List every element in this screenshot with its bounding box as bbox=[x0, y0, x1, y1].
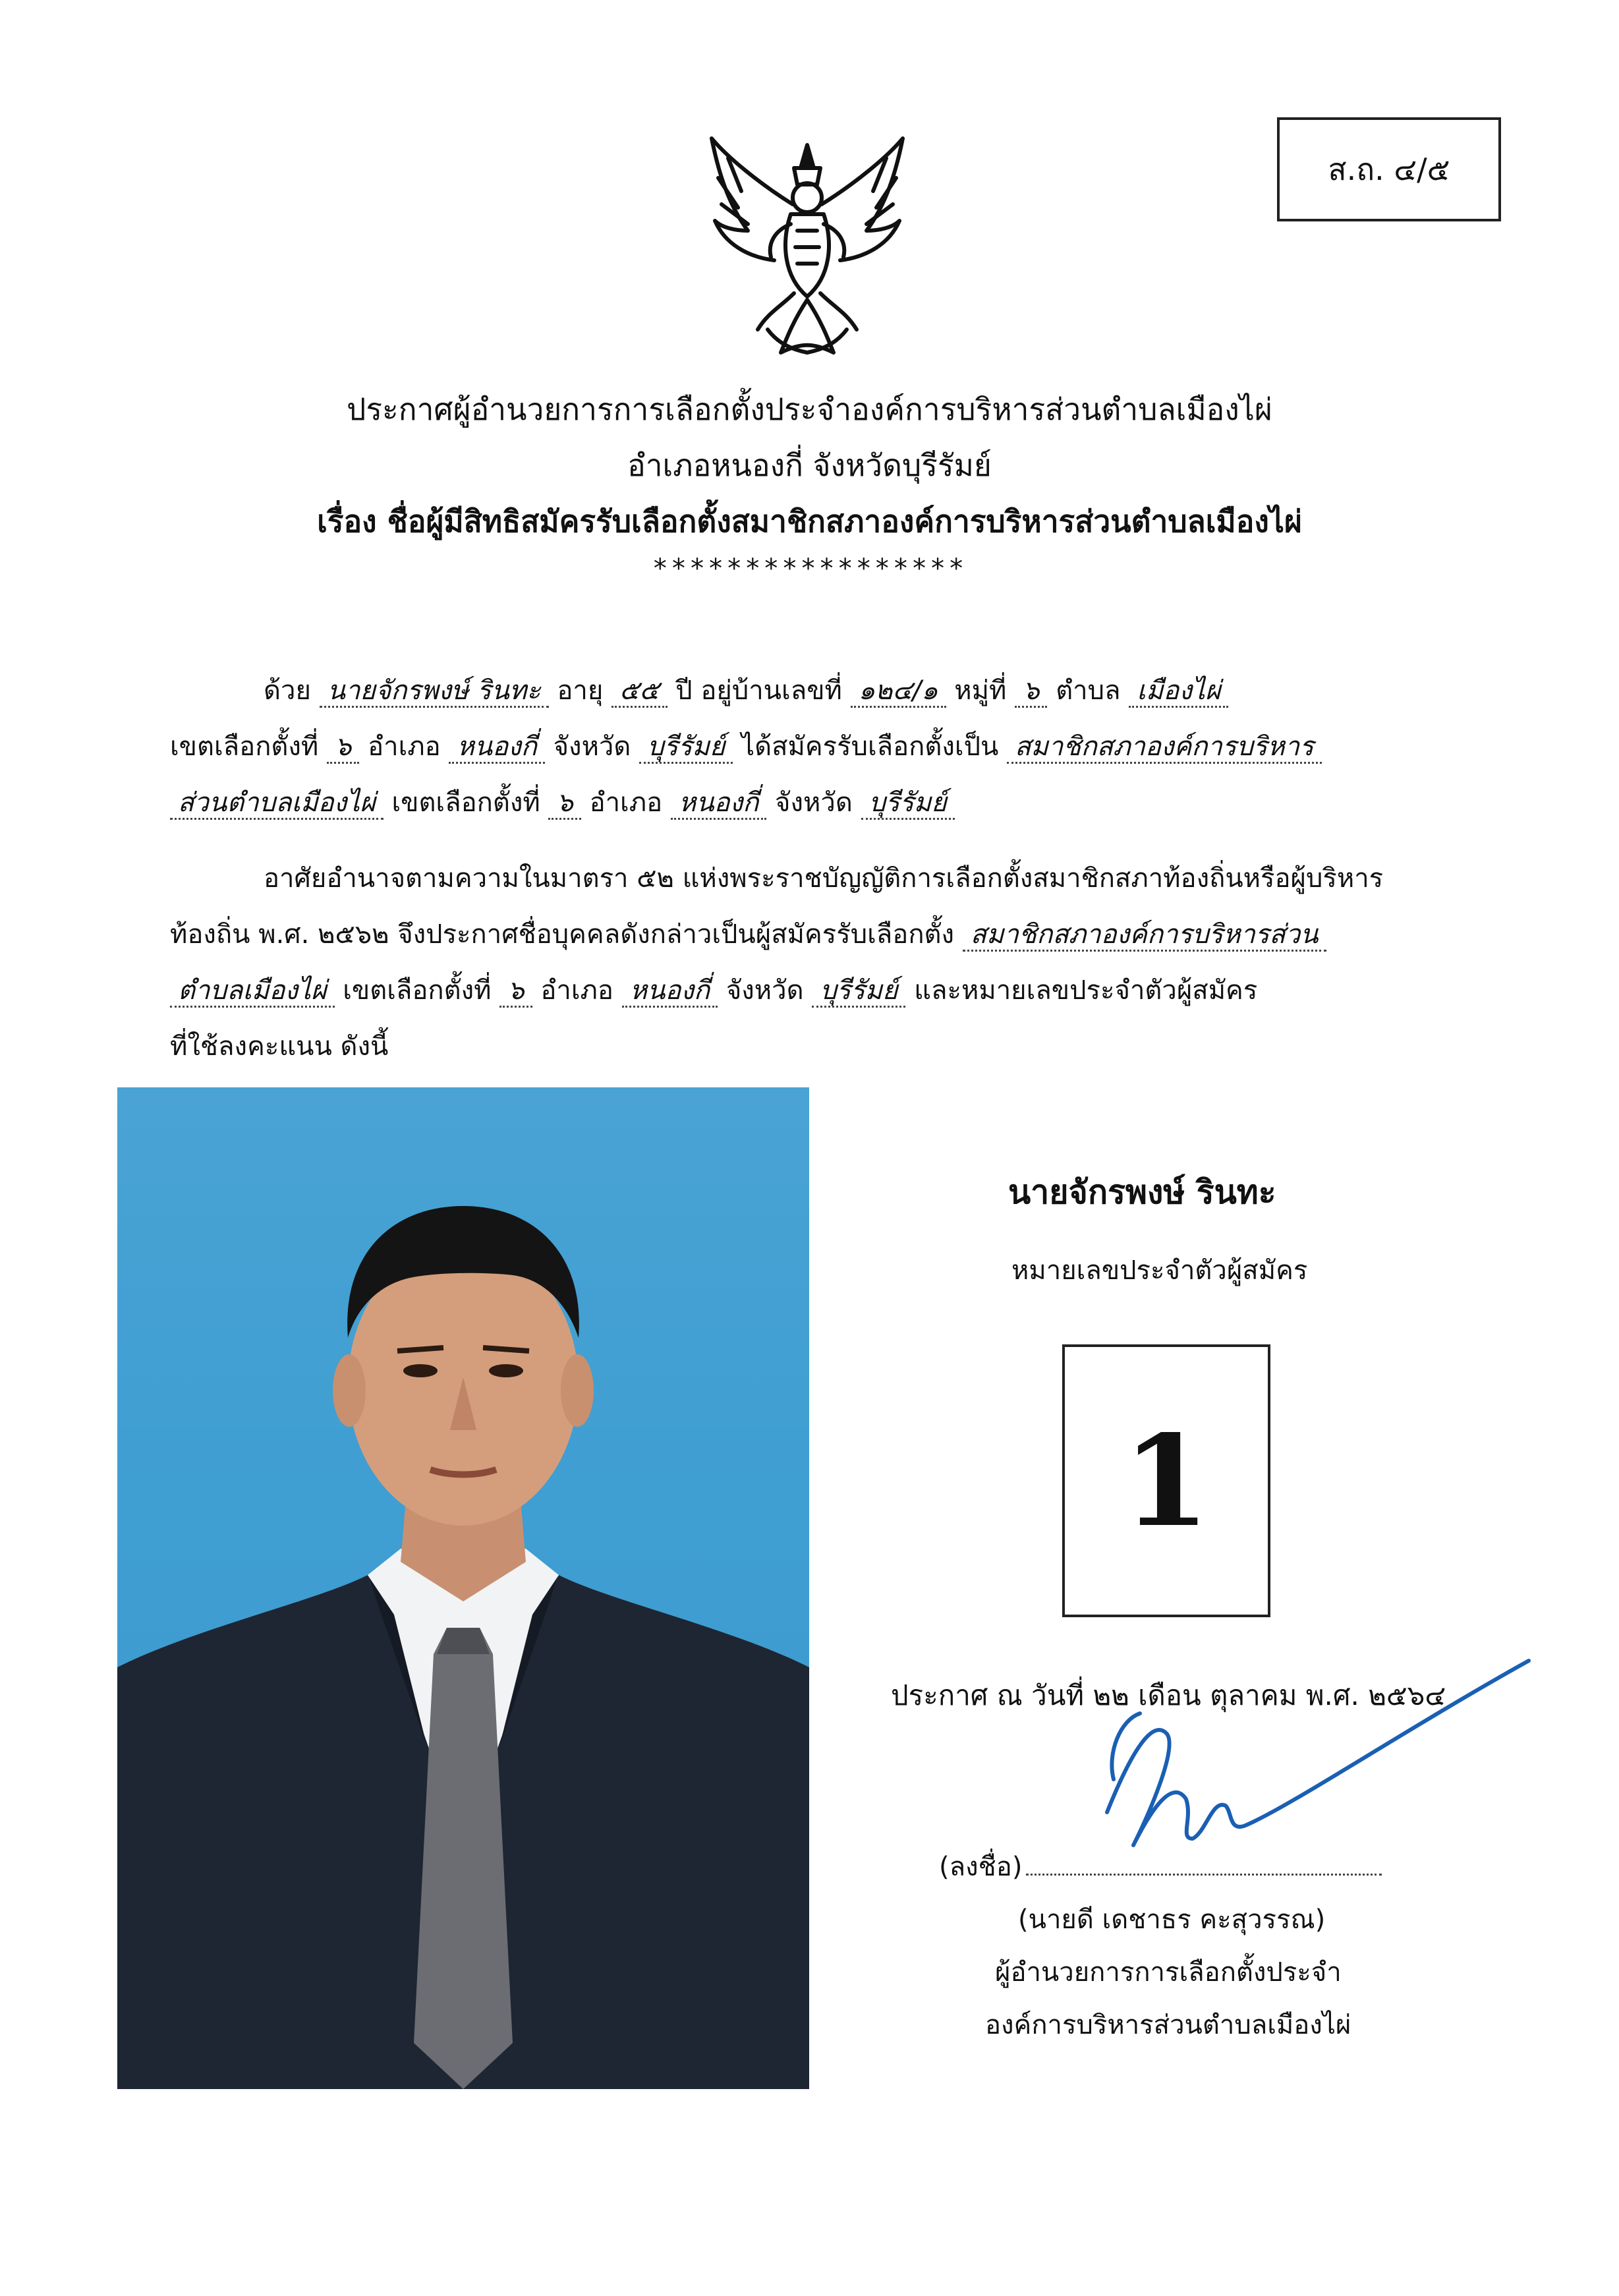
para2-line2 bbox=[170, 913, 1326, 955]
para1-line1 bbox=[264, 669, 1228, 711]
text-amphoe: อำเภอ bbox=[368, 732, 441, 762]
signature-line bbox=[939, 1845, 1382, 1887]
candidate-number: 1 bbox=[1122, 1407, 1210, 1555]
text-province3: จังหวัด bbox=[725, 975, 804, 1006]
para1-line3 bbox=[170, 781, 955, 823]
header-line-1: ประกาศผู้อำนวยการการเลือกตั้งประจำองค์การบริหารส่วนตำบลเมืองไผ่ bbox=[347, 391, 1272, 427]
text-announce: ท้องถิ่น พ.ศ. ๒๕๖๒ จึงประกาศชื่อบุคคลดังกล่าวเป็นผู้สมัครรับเลือกตั้ง bbox=[170, 919, 955, 950]
fill-zone: ๖ bbox=[327, 732, 359, 764]
fill-zone2: ๖ bbox=[548, 788, 581, 820]
candidate-portrait-illustration bbox=[117, 1087, 809, 2089]
fill-province2: บุรีรัมย์ bbox=[861, 788, 955, 820]
para2-line1: อาศัยอำนาจตามความในมาตรา ๕๒ แห่งพระราชบัญญัติการเลือกตั้งสมาชิกสภาท้องถิ่นหรือผู้บริหาร bbox=[264, 863, 1384, 894]
fill-age: ๕๕ bbox=[611, 675, 667, 708]
text-province: จังหวัด bbox=[553, 732, 631, 762]
text-amphoe3: อำเภอ bbox=[540, 975, 613, 1006]
para1-line2 bbox=[170, 725, 1322, 767]
fill-province: บุรีรัมย์ bbox=[639, 732, 733, 764]
garuda-emblem-icon bbox=[702, 132, 913, 362]
candidate-number-box bbox=[1062, 1344, 1270, 1617]
candidate-name: นายจักรพงษ์ รินทะ bbox=[1008, 1173, 1276, 1211]
fill-position-a2: สมาชิกสภาองค์การบริหารส่วน bbox=[963, 919, 1326, 952]
candidate-photo bbox=[117, 1087, 809, 2089]
text-age: อายุ bbox=[557, 675, 604, 706]
header-line-2: อำเภอหนองกี่ จังหวัดบุรีรัมย์ bbox=[627, 447, 992, 483]
para2-line4: ที่ใช้ลงคะแนน ดังนี้ bbox=[170, 1031, 389, 1062]
announcement-date: ประกาศ ณ วันที่ ๒๒ เดือน ตุลาคม พ.ศ. ๒๕๖๔ bbox=[891, 1679, 1446, 1711]
form-code-box bbox=[1277, 117, 1501, 221]
text-amphoe2: อำเภอ bbox=[589, 788, 663, 818]
para2-line3 bbox=[170, 969, 1257, 1011]
text-zone3: เขตเลือกตั้งที่ bbox=[343, 975, 492, 1006]
fill-province3: บุรีรัมย์ bbox=[812, 975, 905, 1008]
text-province2: จังหวัด bbox=[775, 788, 853, 818]
fill-amphoe3: หนองกี่ bbox=[622, 975, 718, 1008]
candidate-number-label: หมายเลขประจำตัวผู้สมัคร bbox=[1011, 1255, 1308, 1286]
form-code: ส.ถ. ๔/๕ bbox=[1328, 151, 1450, 187]
fill-amphoe: หนองกี่ bbox=[449, 732, 544, 764]
fill-name: นายจักรพงษ์ รินทะ bbox=[320, 675, 549, 708]
fill-position-b2: ตำบลเมืองไผ่ bbox=[170, 975, 335, 1008]
header-separator: ***************** bbox=[652, 554, 967, 584]
fill-position-b: ส่วนตำบลเมืองไผ่ bbox=[170, 788, 383, 820]
signer-name: (นายดี เดชาธร คะสุวรรณ) bbox=[1018, 1905, 1326, 1935]
fill-house: ๑๒๔/๑ bbox=[851, 675, 946, 708]
text-candidate-number: และหมายเลขประจำตัวผู้สมัคร bbox=[914, 975, 1258, 1006]
text-by: ด้วย bbox=[264, 675, 311, 706]
fill-tambon: เมืองไผ่ bbox=[1129, 675, 1228, 708]
signature-label: (ลงชื่อ) bbox=[939, 1852, 1023, 1882]
text-house: ปี อยู่บ้านเลขที่ bbox=[675, 675, 842, 706]
text-applied: ได้สมัครรับเลือกตั้งเป็น bbox=[741, 732, 999, 762]
text-zone2: เขตเลือกตั้งที่ bbox=[391, 788, 540, 818]
header-subject: เรื่อง ชื่อผู้มีสิทธิสมัครรับเลือกตั้งสมาชิกสภาองค์การบริหารส่วนตำบลเมืองไผ่ bbox=[317, 503, 1302, 539]
text-moo: หมู่ที่ bbox=[954, 675, 1007, 706]
signature-dotted-line bbox=[1026, 1874, 1382, 1876]
fill-amphoe2: หนองกี่ bbox=[671, 788, 766, 820]
fill-moo: ๖ bbox=[1015, 675, 1047, 708]
fill-zone3: ๖ bbox=[499, 975, 532, 1008]
text-tambon: ตำบล bbox=[1056, 675, 1121, 706]
text-zone: เขตเลือกตั้งที่ bbox=[170, 732, 319, 762]
signer-title-line2: องค์การบริหารส่วนตำบลเมืองไผ่ bbox=[985, 2010, 1351, 2040]
signer-title-line1: ผู้อำนวยการการเลือกตั้งประจำ bbox=[995, 1957, 1342, 1988]
fill-position-a: สมาชิกสภาองค์การบริหาร bbox=[1007, 732, 1322, 764]
